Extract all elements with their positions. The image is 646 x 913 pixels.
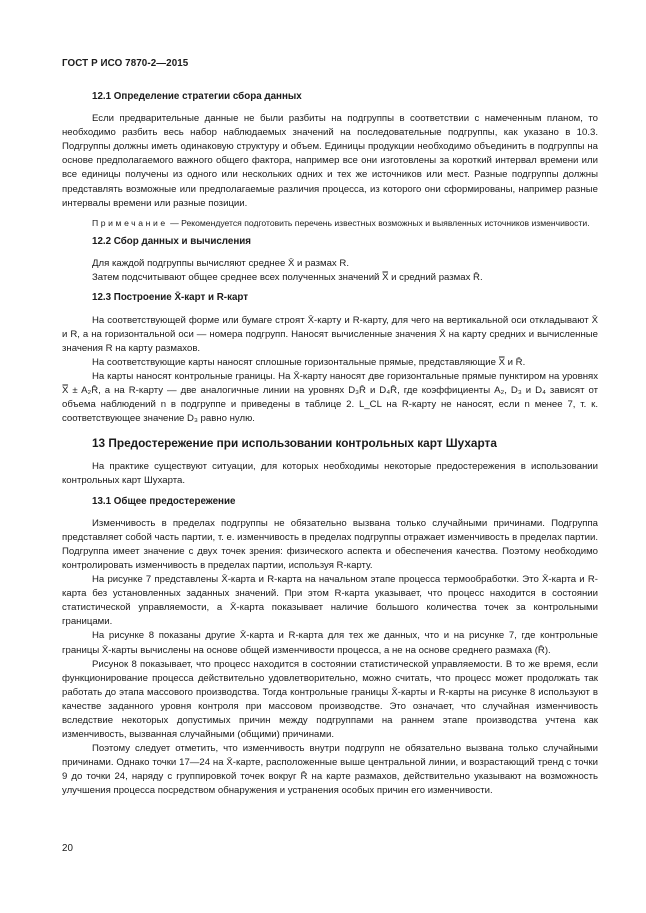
section-12-3-paragraph-1: На соответствующей форме или бумаге строят X̄-карту и R-карту, для чего на вертикальной оси откладывают X̄ и R, а на горизонтальной оси — номера подгрупп. Наносят вычисленные значения X̄ на карту средних и вычисленные значения R на карту размахов. (62, 314, 598, 354)
section-13-paragraph: На практике существуют ситуации, для которых необходимы некоторые предостережения в использовании контрольных карт Шухарта. (62, 461, 598, 487)
section-13-1-title: 13.1 Общее предостережение (92, 495, 236, 507)
section-12-1-note (62, 217, 598, 229)
note-label: Примечание (92, 217, 168, 228)
section-12-1-title: 12.1 Определение стратегии сбора данных (92, 91, 302, 102)
section-13-1-paragraph-1: Изменчивость в пределах подгруппы не обязательно вызвана только случайными причинами. Подгруппа представляет собой часть партии, т. е. изменчивость в пределах подгруппы отражает изменчивость в пределах партии. Подгруппа имеет значение с двух точек зрения: физического аспекта и обеспечения качества. Поэтому необходимо контролировать изменчивость в пределах партии, используя R-карту. (62, 517, 598, 571)
section-12-3-paragraph-3: На карты наносят контрольные границы. На X̄-карту наносят две горизонтальные прямые пунктиром на уровнях X̿ ± A₂R̄, а на R-карту — две аналогичные линии на уровнях D₃R̄ и D₄R̄, где коэффициенты A₂, D₃ и D₄ зависят от объема наблюдений n в подгруппе и приведены в таблице 2. L_CL на R-карту не наносят, если n менее 7, т. к. соответствующее значение D₃ равно нулю. (62, 370, 598, 425)
section-13-1-paragraph-5: Поэтому следует отметить, что изменчивость внутри подгрупп не обязательно вызвана только случайными причинами. Однако точки 17—24 на X̄-карте, расположенные выше центральной линии, и возрастающий тренд с точки 9 до точки 24, наряду с группировкой точек вокруг R̄ на карте размахов, действительно указывают на возможность улучшения процесса посредством обнаружения и устранения особых причин его изменчивости. (62, 743, 598, 797)
section-13-1-paragraph-4: Рисунок 8 показывает, что процесс находится в состоянии статистической управляемости. В то же время, если функционирование процесса действительно удовлетворительно, можно считать, что процесс может продолжать так работать до этапа массового производства. Тогда контрольные границы X̄-карты и R-карты на рисунке 8 используют в качестве заданного уровня контроля при массовом производстве. Это означает, что случайная изменчивость вследствие некоторых допустимых причин между подгруппами на раннем этапе производства учтена как изменчивость, вызванная случайными (общими) причинами. (62, 658, 598, 741)
section-12-3-paragraph-2: На соответствующие карты наносят сплошные горизонтальные прямые, представляющие X̿ и R̄. (92, 356, 526, 368)
section-12-2-paragraph-2: Затем подсчитывают общее среднее всех полученных значений X̿ и средний размах R̄. (92, 272, 483, 284)
section-13-1-paragraph-3: На рисунке 8 показаны другие X̄-карта и R-карта для тех же данных, что и на рисунке 7, где контрольные границы X̄-карты вычислены на основе общей изменчивости процесса, а не на основе среднего размаха (R̄). (62, 630, 598, 656)
section-12-3-title: 12.3 Построение X̄-карт и R-карт (92, 292, 249, 304)
document-header: ГОСТ Р ИСО 7870-2—2015 (62, 58, 189, 69)
section-12-1-paragraph: Если предварительные данные не были разбиты на подгруппы в соответствии с намеченным планом, то необходимо разбить весь набор наблюдаемых значений на последовательные подгруппы, как указано в 10.3. Подгруппы должны иметь одинаковую структуру и объем. Единицы продукции необходимо объединить в подгруппы на основе предполагаемого важного общего фактора, например все они изготовлены за короткий интервал времени или все единицы получены из одного или нескольких одних и тех же источников или мест. Разные подгруппы должны представлять возможные или предполагаемые различия процесса, из которого они сформированы, например разные интервалы времени или разные позиции. (62, 113, 598, 209)
document-body (62, 90, 598, 799)
page-number: 20 (62, 843, 73, 854)
note-text: — Рекомендуется подготовить перечень известных возможных и выявленных источников изменчивости. (167, 217, 590, 228)
section-13-1-paragraph-2: На рисунке 7 представлены X̄-карта и R-карта на начальном этапе процесса термообработки. Это X̄-карта и R-карта без установленных заданных значений. При этом R-карта указывает, что процесс находится в состоянии статистической управляемости, а X̄-карта показывает наличие большого количества точек за контрольными границами. (62, 574, 598, 628)
section-13-title: 13 Предостережение при использовании контрольных карт Шухарта (92, 436, 497, 451)
section-12-2-paragraph-1: Для каждой подгруппы вычисляют среднее X̄ и размах R. (92, 258, 349, 270)
section-12-2-title: 12.2 Сбор данных и вычисления (92, 236, 252, 248)
